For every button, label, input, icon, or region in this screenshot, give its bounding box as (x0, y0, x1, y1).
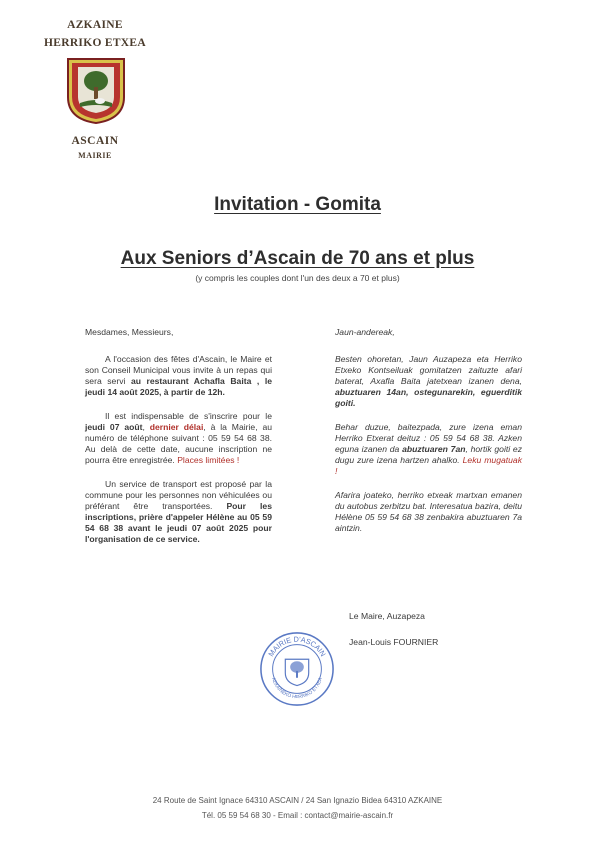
footer-contact: Tél. 05 59 54 68 30 - Email : contact@mairie-ascain.fr (201, 811, 394, 820)
french-p2-date: jeudi 07 août (85, 422, 143, 432)
basque-paragraph-1 (335, 354, 522, 409)
french-p3-bold: Pour les inscriptions, prière d'appeler Hélène au 05 59 54 68 38 avant le jeudi 07 août 2025 pour l'organisation de ce service. (85, 501, 272, 544)
basque-p2-limited: Leku mugatuak ! (335, 455, 522, 476)
basque-paragraph-2 (335, 422, 522, 477)
basque-paragraph-3: Afarira joateko, herriko etxeak martxan emanen du autobus zerbitzu bat. Interesatua bazira, deitu Hélène 05 59 54 68 38 zenbakira abuztuaren 7a aintzin. (335, 490, 522, 533)
subtitle-note: (y compris les couples dont l'un des deux a 70 et plus) (195, 273, 400, 283)
document-title: Invitation - Gomita (214, 194, 381, 215)
basque-column (335, 327, 522, 534)
document-subtitle: Aux Seniors d’Ascain de 70 ans et plus (120, 248, 475, 269)
basque-p2-date: abuztuaren 7an (402, 444, 466, 454)
basque-p1-a: Besten ohoretan, Jaun Auzapeza eta Herriko Etxeko Kontseiluak gomitatzen zaituzte afari baterat, Axafla Baita jatetxean izanen dena, (335, 354, 522, 386)
letterhead-mairie: MAIRIE (78, 151, 112, 160)
french-p2-limited: Places limitées ! (177, 455, 240, 465)
basque-p2-a: Behar duzue, baitezpada, zure izena eman Herriko Etxerat deituz : 05 59 54 68 38. Azken eguna izanen da (335, 422, 522, 454)
french-p2-c: , (142, 422, 150, 432)
french-p2-e: , à la Mairie, au numéro de téléphone suivant : 05 59 54 68 38. Au delà de cette date, aucune inscription ne pourra être enregistrée. (85, 422, 273, 465)
french-column (85, 327, 272, 545)
signature-name: Jean-Louis FOURNIER (349, 637, 439, 647)
french-p3-a: Un service de transport est proposé par la commune pour les personnes non véhiculées ou préférant être transportées. (85, 479, 272, 511)
signature-role: Le Maire, Auzapeza (349, 611, 425, 621)
french-p2-a: Il est indispensable de s'inscrire pour le (105, 411, 272, 421)
letterhead-line2: HERRIKO ETXEA (44, 37, 146, 49)
basque-p2-c: , hortik goiti ez dugu zure izena hartzen ahalko. (335, 444, 522, 465)
coat-of-arms-icon (66, 57, 126, 125)
french-p2-deadline: dernier délai (149, 422, 204, 432)
french-paragraph-3 (85, 479, 272, 545)
stamp-bottom-text: AZKAINEKO HERRIKO ETXEA (270, 677, 324, 701)
french-p1-bold: au restaurant Achafla Baita , le jeudi 14 août 2025, à partir de 12h. (85, 376, 273, 397)
svg-text:AZKAINEKO HERRIKO ETXEA (270, 676, 324, 700)
letterhead-line1: AZKAINE (67, 19, 123, 31)
official-stamp-icon (258, 630, 336, 708)
svg-text:MAIRIE D'ASCAIN (266, 635, 327, 658)
french-greeting: Mesdames, Messieurs, (85, 327, 174, 337)
basque-greeting: Jaun-andereak, (335, 327, 395, 337)
stamp-top-text: MAIRIE D'ASCAIN (266, 634, 328, 659)
letterhead-town: ASCAIN (71, 135, 119, 147)
french-p1-text: A l'occasion des fêtes d'Ascain, le Maire et son Conseil Municipal vous invite à un repas qui sera servi (85, 354, 272, 386)
basque-p1-bold: abuztuaren 14an, ostegunarekin, eguerditik goiti. (335, 387, 522, 408)
french-paragraph-1 (85, 354, 272, 398)
french-paragraph-2 (85, 411, 272, 466)
footer-address: 24 Route de Saint Ignace 64310 ASCAIN / 24 San Ignazio Bidea 64310 AZKAINE (152, 796, 443, 805)
